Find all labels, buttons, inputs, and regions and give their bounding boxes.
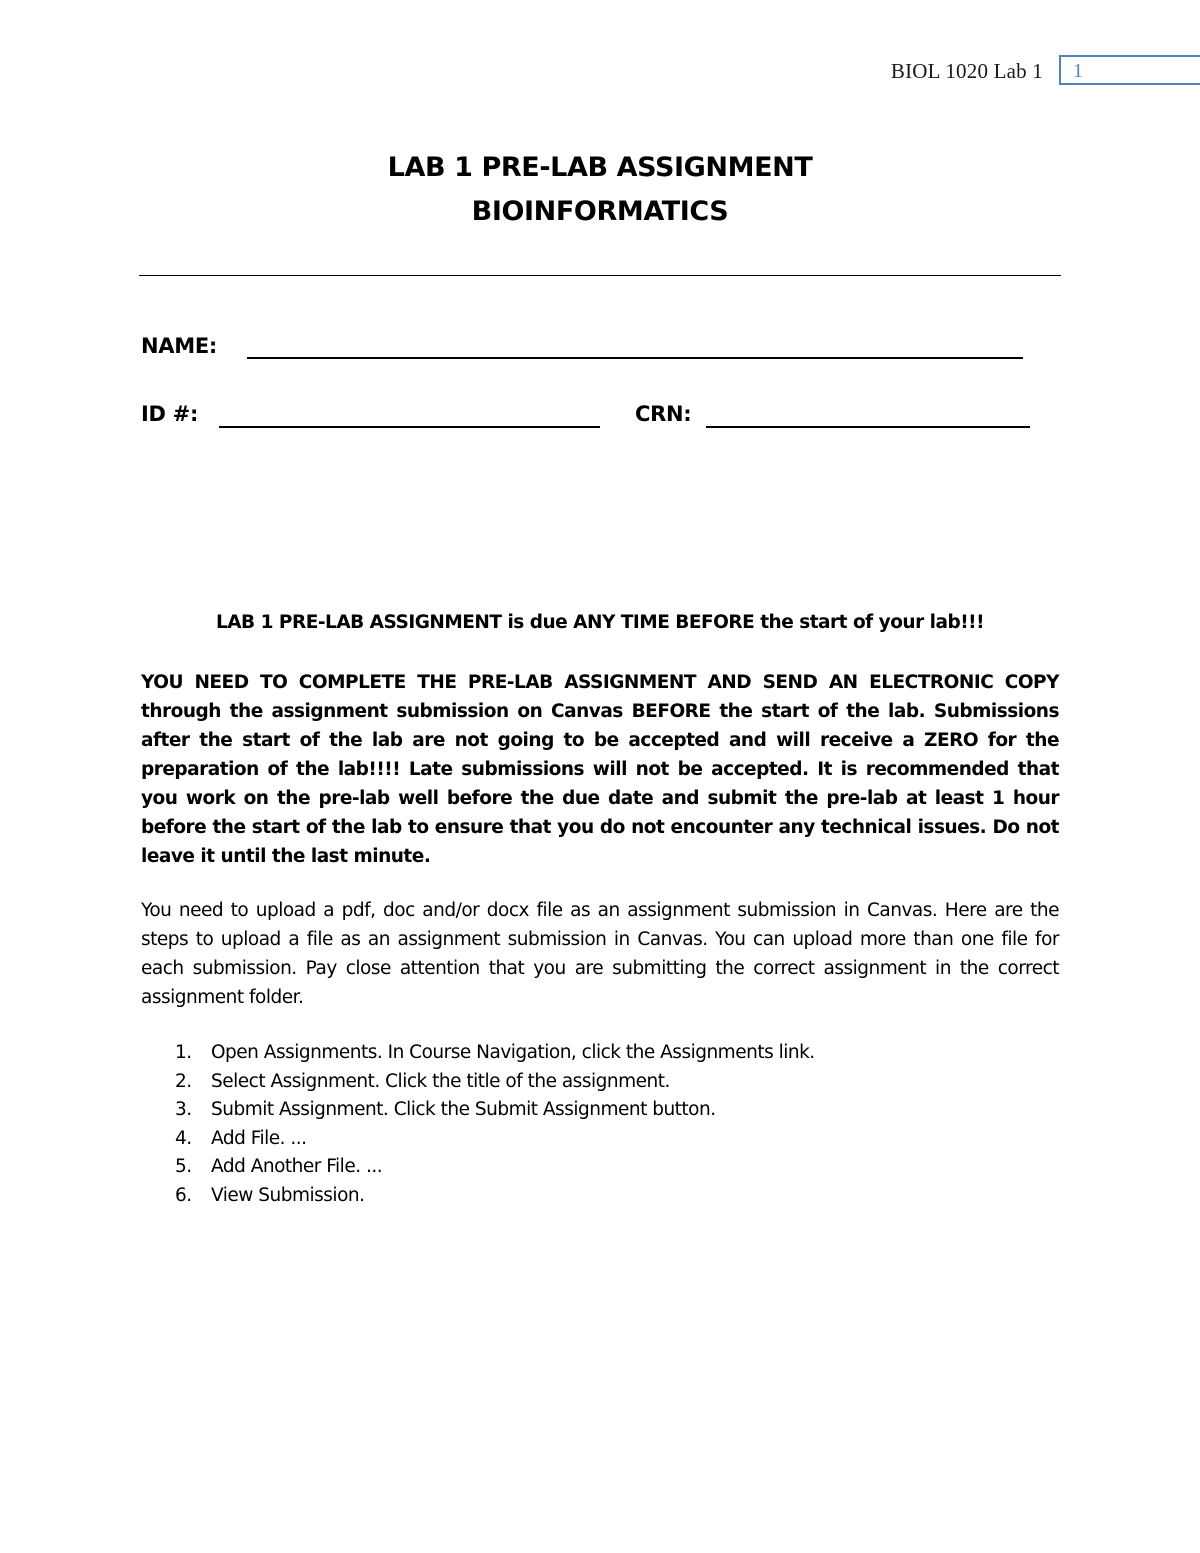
upload-paragraph: You need to upload a pdf, doc and/or docx file as an assignment submission in Canvas. Here are the steps to upload a file as an assignment submission in Canvas. You can upload more than one file for each submission. Pay close attention that you are submitting the correct assignment in the correct assignment folder. [141, 900, 1059, 1008]
header-page-box [1059, 55, 1200, 85]
step-text: Open Assignments. In Course Navigation, click the Assignments link. [211, 1042, 815, 1063]
list-item [141, 1125, 1041, 1154]
step-number: 5. [175, 1156, 192, 1177]
step-text: Select Assignment. Click the title of the assignment. [211, 1070, 670, 1092]
step-number: 2. [175, 1070, 192, 1092]
name-label: NAME: [141, 334, 217, 358]
steps-list [141, 1039, 1041, 1210]
step-number: 3. [175, 1099, 192, 1120]
list-item [141, 1068, 1041, 1097]
step-text: Add File. ... [211, 1127, 307, 1149]
due-notice: LAB 1 PRE-LAB ASSIGNMENT is due ANY TIME BEFORE the start of your lab!!! [215, 612, 985, 633]
crn-label: CRN: [635, 402, 692, 426]
step-number: 6. [175, 1184, 192, 1206]
list-item [141, 1039, 1041, 1068]
step-text: Add Another File. ... [211, 1156, 383, 1177]
id-label: ID #: [141, 402, 199, 426]
step-number: 4. [175, 1127, 192, 1149]
crn-field-line[interactable] [706, 426, 1030, 428]
list-item [141, 1096, 1041, 1125]
id-field-line[interactable] [219, 426, 600, 428]
list-item [141, 1153, 1041, 1182]
title-line-1: LAB 1 PRE-LAB ASSIGNMENT [387, 152, 813, 183]
page-title [0, 146, 1200, 234]
header-course-title: BIOL 1020 Lab 1 [890, 59, 1043, 83]
name-field-line[interactable] [247, 357, 1023, 359]
step-text: View Submission. [211, 1184, 365, 1206]
page-number: 1 [1073, 60, 1083, 82]
title-line-2: BIOINFORMATICS [471, 196, 729, 227]
instructions-paragraph: YOU NEED TO COMPLETE THE PRE-LAB ASSIGNMENT AND SEND AN ELECTRONIC COPY through the assignment submission on Canvas BEFORE the start of the lab. Submissions after the start of the lab are not going to be accepted and will receive a ZERO for the preparation of the lab!!!! Late submissions will not be accepted. It is recommended that you work on the pre-lab well before the due date and submit the pre-lab at least 1 hour before the start of the lab to ensure that you do not encounter any technical issues. Do not leave it until the last minute. [141, 672, 1059, 867]
step-text: Submit Assignment. Click the Submit Assignment button. [211, 1099, 716, 1120]
list-item [141, 1182, 1041, 1211]
step-number: 1. [175, 1042, 192, 1063]
title-divider [139, 275, 1061, 276]
